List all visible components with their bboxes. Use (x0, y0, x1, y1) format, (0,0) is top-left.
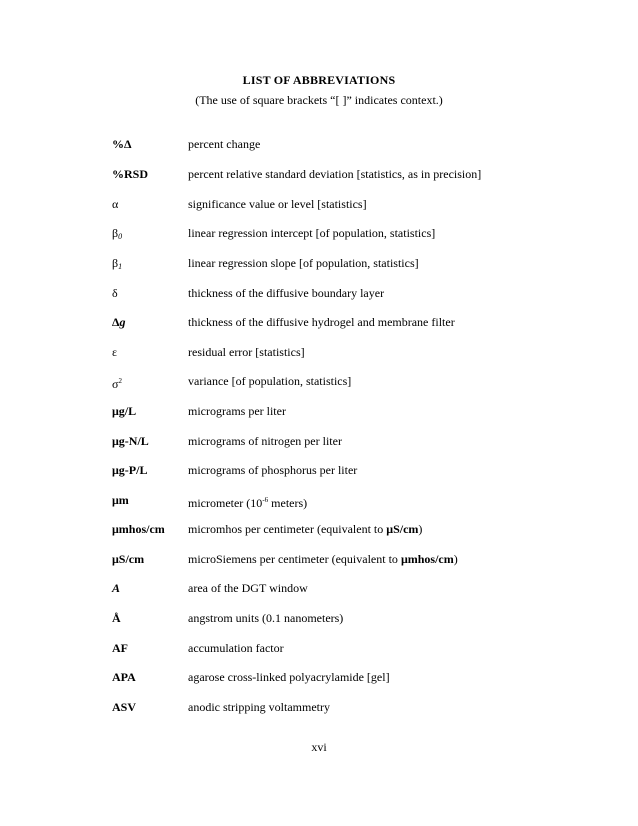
abbreviation-definition: percent change (188, 137, 261, 151)
abbreviation-row (112, 194, 612, 214)
abbreviation-row (112, 223, 612, 243)
abbreviation-definition: variance [of population, statistics] (188, 374, 352, 388)
abbreviation-row (112, 608, 612, 628)
abbreviation-definition: percent relative standard deviation [statistics, as in precision] (188, 167, 482, 181)
abbreviation-term: α (112, 197, 119, 211)
page-number: xvi (311, 740, 327, 754)
abbreviation-definition: micrograms of nitrogen per liter (188, 434, 342, 448)
definition-text: microSiemens per centimeter (equivalent to (188, 552, 401, 566)
abbreviation-row (112, 697, 612, 717)
definition-text: micrometer (10 (188, 496, 263, 510)
definition-text: micromhos per centimeter (equivalent to (188, 522, 387, 536)
abbreviation-row (112, 490, 612, 510)
abbreviation-row (112, 312, 612, 332)
abbreviation-term (112, 312, 126, 332)
abbreviation-row (112, 431, 612, 451)
abbreviation-symbol: β (112, 226, 119, 240)
abbreviation-row (112, 549, 612, 569)
definition-text: ) (418, 522, 423, 536)
abbreviation-definition: thickness of the diffusive hydrogel and membrane filter (188, 315, 455, 329)
abbreviation-term (112, 253, 122, 277)
abbreviation-row (112, 401, 612, 421)
definition-text: meters) (268, 496, 308, 510)
abbreviation-row (112, 667, 612, 687)
abbreviation-row (112, 134, 612, 154)
abbreviation-row (112, 371, 612, 391)
abbreviation-row (112, 253, 612, 273)
abbreviation-definition: angstrom units (0.1 nanometers) (188, 611, 344, 625)
abbreviation-term: Å (112, 611, 121, 625)
definition-text: ) (453, 552, 458, 566)
abbreviation-row (112, 164, 612, 184)
page-subtitle: (The use of square brackets “[ ]” indicates context.) (195, 93, 443, 107)
abbreviation-term: δ (112, 286, 118, 300)
abbreviation-term: μg-P/L (112, 463, 148, 477)
abbreviation-definition: thickness of the diffusive boundary layer (188, 286, 385, 300)
abbreviation-italic-part: g (119, 315, 126, 329)
abbreviation-definition: micrograms of phosphorus per liter (188, 463, 358, 477)
abbreviation-term: APA (112, 670, 136, 684)
abbreviation-definition: linear regression intercept [of population, statistics] (188, 226, 436, 240)
abbreviation-definition: linear regression slope [of population, statistics] (188, 256, 419, 270)
abbreviation-symbol: σ (112, 377, 119, 391)
abbreviation-term: AF (112, 641, 128, 655)
abbreviation-row (112, 578, 612, 598)
abbreviation-term: %Δ (112, 137, 132, 151)
abbreviation-definition (188, 490, 307, 513)
definition-superscript: -6 (262, 496, 269, 504)
abbreviation-row (112, 519, 612, 539)
abbreviation-definition: anodic stripping voltammetry (188, 700, 330, 714)
abbreviation-term (112, 371, 122, 394)
abbreviation-definition: area of the DGT window (188, 581, 308, 595)
abbreviation-term: ε (112, 345, 118, 359)
abbreviation-definition: significance value or level [statistics] (188, 197, 367, 211)
abbreviation-term: A (112, 581, 121, 595)
abbreviation-term: μS/cm (112, 552, 145, 566)
page-title: LIST OF ABBREVIATIONS (242, 73, 396, 87)
abbreviation-term: μmhos/cm (112, 522, 165, 536)
abbreviation-definition (188, 519, 422, 539)
abbreviation-symbol: Δ (112, 315, 120, 329)
abbreviation-definition: residual error [statistics] (188, 345, 305, 359)
abbreviation-term: ASV (112, 700, 137, 714)
abbreviation-term: μg-N/L (112, 434, 149, 448)
abbreviation-definition: micrograms per liter (188, 404, 286, 418)
abbreviation-row (112, 460, 612, 480)
abbreviation-term (112, 223, 122, 247)
abbreviation-symbol: β (112, 256, 119, 270)
abbreviation-term: %RSD (112, 167, 149, 181)
abbreviation-superscript: 2 (118, 377, 122, 385)
abbreviation-definition (188, 549, 458, 569)
abbreviation-row (112, 283, 612, 303)
abbreviation-definition: agarose cross-linked polyacrylamide [gel] (188, 670, 390, 684)
abbreviation-term: μg/L (112, 404, 137, 418)
abbreviation-definition: accumulation factor (188, 641, 284, 655)
abbreviation-row (112, 638, 612, 658)
definition-bold-unit: μS/cm (386, 522, 419, 536)
abbreviation-row (112, 342, 612, 362)
abbreviation-term: μm (112, 493, 129, 507)
abbreviation-subscript: 0 (118, 232, 123, 241)
abbreviation-subscript: 1 (118, 262, 123, 271)
definition-bold-unit: μmhos/cm (400, 552, 454, 566)
